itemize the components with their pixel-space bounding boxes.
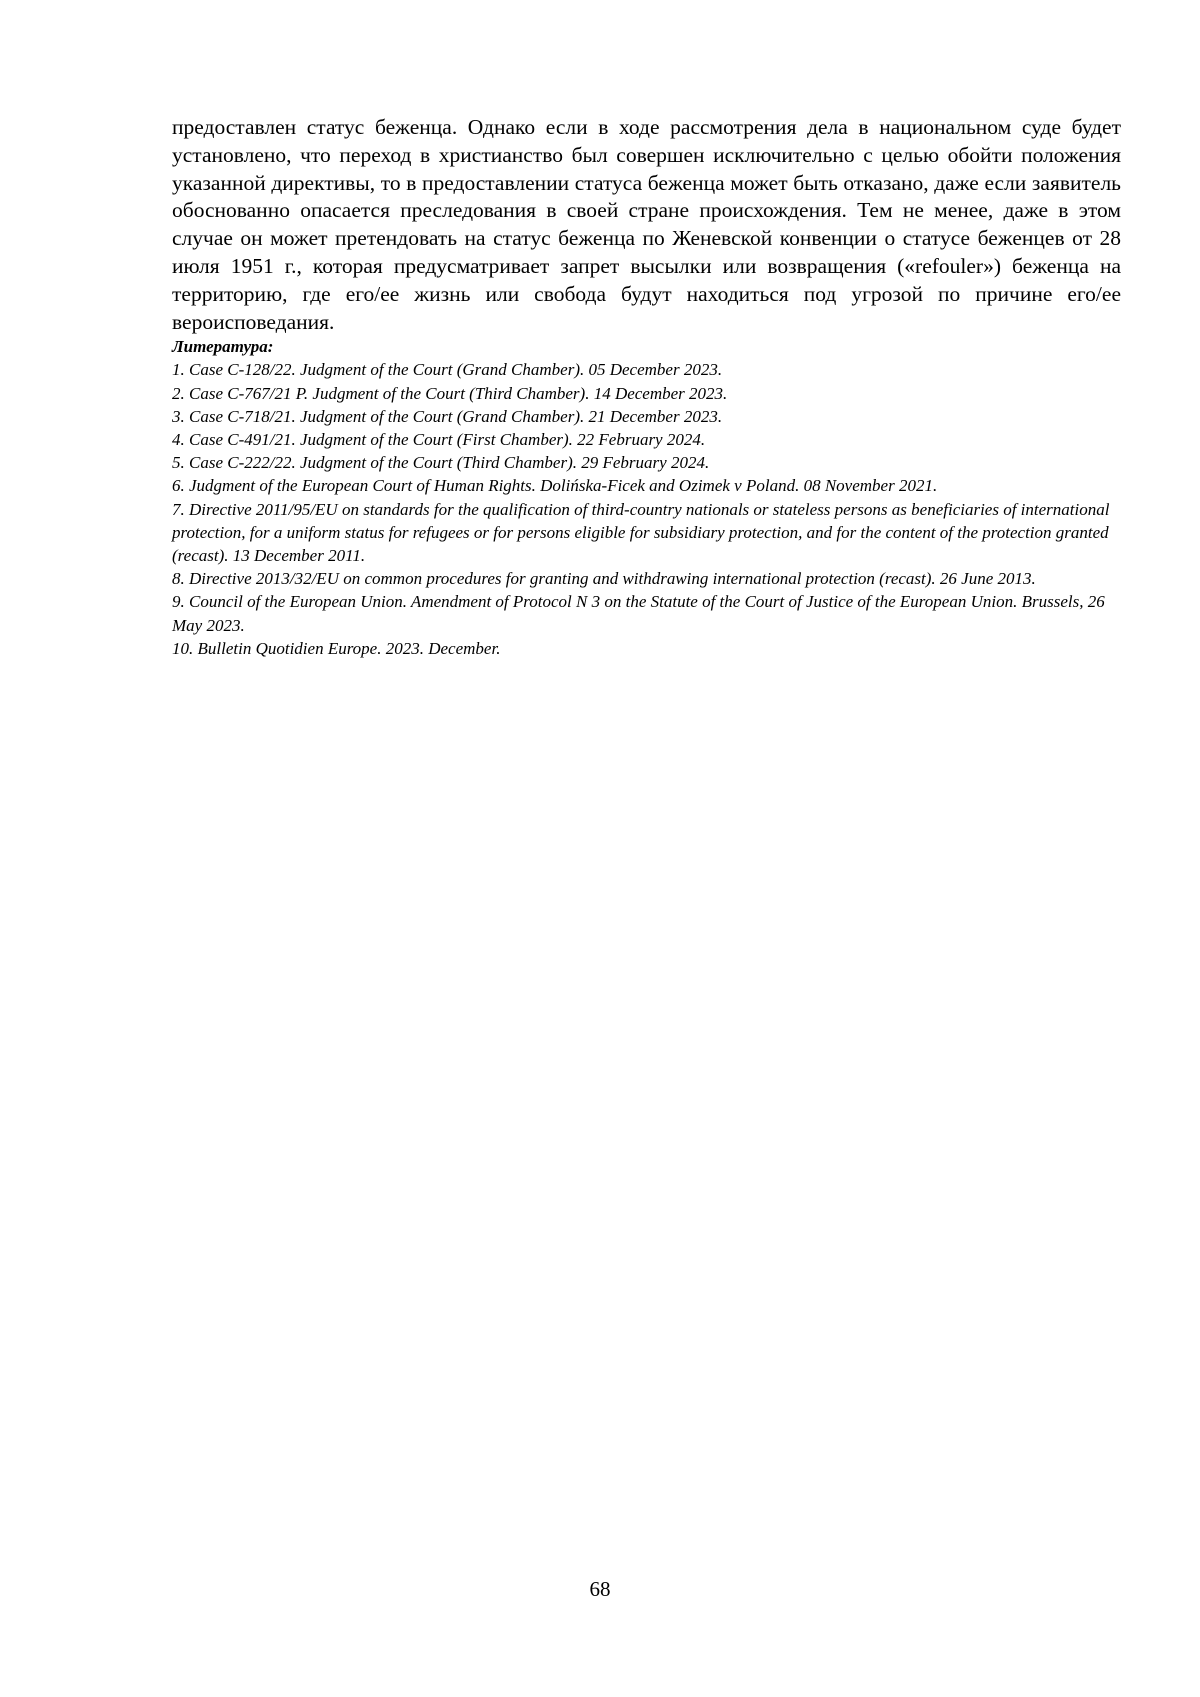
body-paragraph: предоставлен статус беженца. Однако если в ходе рассмотрения дела в национальном суде будет установлено, что переход в христианство был совершен исключительно с целью обойти положения указанной директивы, то в предоставлении статуса беженца может быть отказано, даже если заявитель обоснованно опасается преследования в своей стране происхождения. Тем не менее, даже в этом случае он может претендовать на статус беженца по Женевской конвенции о статусе беженцев от 28 июля 1951 г., которая предусматривает запрет высылки или возвращения («refouler») беженца на территорию, где его/ее жизнь или свобода будут находиться под угрозой по причине его/ее вероисповедания. [172, 115, 1121, 334]
references-heading: Литература: [172, 337, 274, 357]
reference-item-8: 8. Directive 2013/32/EU on common procedures for granting and withdrawing international protection (recast). 26 June 2013. [172, 569, 1036, 589]
page-number: 68 [589, 1577, 611, 1601]
page-content [172, 114, 1121, 660]
reference-item-9: 9. Council of the European Union. Amendment of Protocol N 3 on the Statute of the Court of Justice of the European Union. Brussels, 26 May 2023. [172, 592, 1105, 635]
reference-item-1: 1. Case C-128/22. Judgment of the Court (Grand Chamber). 05 December 2023. [172, 360, 723, 380]
reference-item-5: 5. Case C-222/22. Judgment of the Court (Third Chamber). 29 February 2024. [172, 453, 710, 473]
reference-item-7: 7. Directive 2011/95/EU on standards for the qualification of third-country nationals or stateless persons as beneficiaries of international protection, for a uniform status for refugees or for persons eligible for subsidiary protection, and for the content of the protection granted (recast). 13 December 2011. [172, 499, 1110, 565]
reference-item-2: 2. Case C-767/21 P. Judgment of the Court (Third Chamber). 14 December 2023. [172, 383, 728, 403]
references-list [172, 358, 1121, 660]
reference-item-4: 4. Case C-491/21. Judgment of the Court (First Chamber). 22 February 2024. [172, 429, 706, 449]
reference-item-10: 10. Bulletin Quotidien Europe. 2023. December. [172, 638, 501, 658]
reference-item-3: 3. Case C-718/21. Judgment of the Court (Grand Chamber). 21 December 2023. [172, 406, 723, 426]
reference-item-6: 6. Judgment of the European Court of Human Rights. Dolińska-Ficek and Ozimek v Poland. 08 November 2021. [172, 476, 938, 496]
